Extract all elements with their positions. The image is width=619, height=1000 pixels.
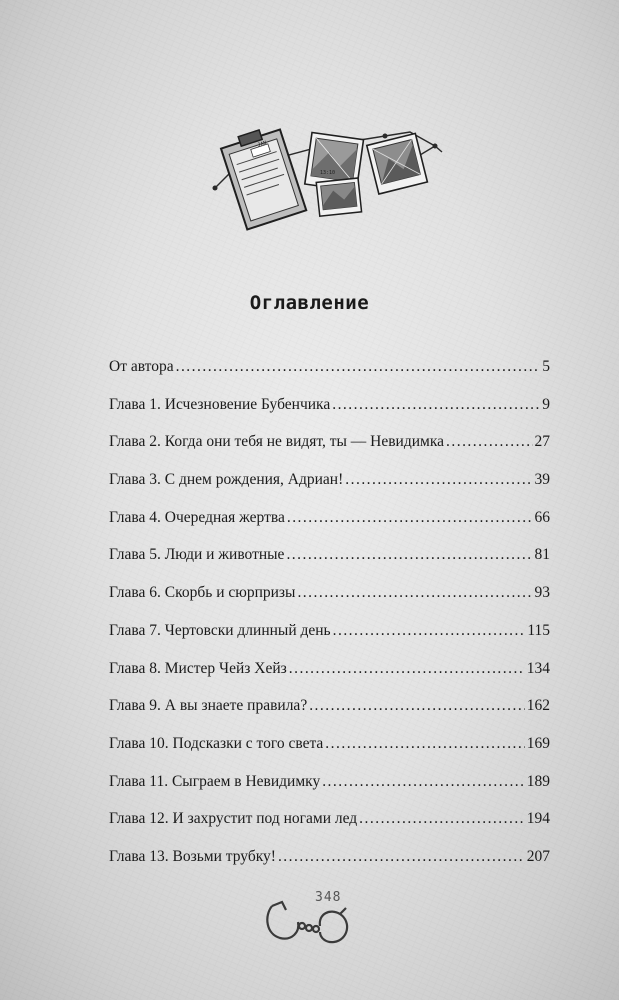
- toc-leader-dots: [325, 735, 524, 753]
- toc-entry: [109, 773, 550, 811]
- toc-entry: [109, 810, 550, 848]
- toc-leader-dots: [289, 660, 525, 678]
- toc-entry-label: Глава 7. Чертовски длинный день: [109, 621, 331, 639]
- toc-leader-dots: [333, 622, 526, 640]
- toc-entry: [109, 396, 550, 434]
- toc-leader-dots: [309, 697, 525, 715]
- page-number: 348: [315, 890, 342, 905]
- toc-entry-label: Глава 8. Мистер Чейз Хейз: [109, 659, 287, 677]
- toc-leader-dots: [286, 546, 532, 564]
- toc-entry-page: 27: [534, 433, 550, 451]
- toc-leader-dots: [359, 810, 525, 828]
- toc-entry-label: Глава 11. Сыграем в Невидимку: [109, 772, 321, 790]
- toc-leader-dots: [297, 584, 532, 602]
- page-title: Оглавление: [249, 292, 370, 314]
- toc-entry-page: 162: [526, 697, 550, 715]
- toc-leader-dots: [322, 773, 525, 791]
- toc-entry: [109, 735, 550, 773]
- toc-entry: [109, 584, 550, 622]
- toc-entry: [109, 546, 550, 584]
- toc-entry: [109, 433, 550, 471]
- toc-entry: [109, 358, 550, 396]
- toc-leader-dots: [176, 358, 541, 376]
- toc-entry: [109, 660, 550, 698]
- toc-entry-page: 115: [527, 621, 550, 639]
- toc-entry-page: 134: [526, 659, 550, 677]
- toc-entry-page: 5: [542, 358, 550, 375]
- toc-entry: [109, 622, 550, 660]
- toc-leader-dots: [332, 396, 540, 414]
- toc-leader-dots: [345, 471, 532, 489]
- toc-leader-dots: [278, 848, 525, 866]
- toc-entry-page: 194: [526, 810, 550, 828]
- toc-entry-label: Глава 2. Когда они тебя не видят, ты — Невидимка: [109, 433, 445, 451]
- toc-entry-label: Глава 12. И захрустит под ногами лед: [109, 810, 358, 828]
- toc-entry-label: Глава 6. Скорбь и сюрпризы: [109, 584, 296, 602]
- toc-entry-label: Глава 3. С днем рождения, Адриан!: [109, 471, 344, 489]
- toc-entry-page: 66: [534, 508, 550, 526]
- table-of-contents: [109, 358, 550, 886]
- toc-entry: [109, 848, 550, 886]
- toc-entry-page: 93: [534, 584, 550, 602]
- toc-entry-label: От автора: [109, 358, 174, 375]
- toc-entry-label: Глава 5. Люди и животные: [109, 546, 285, 564]
- toc-entry-page: 9: [542, 395, 550, 413]
- toc-entry-page: 189: [526, 772, 550, 790]
- toc-leader-dots: [287, 509, 533, 527]
- toc-entry-label: Глава 10. Подсказки с того света: [109, 734, 324, 752]
- toc-entry-page: 81: [534, 546, 550, 564]
- toc-entry-page: 207: [526, 847, 550, 865]
- toc-entry-page: 39: [534, 471, 550, 489]
- illustration-label-time: 13:10: [320, 170, 336, 176]
- toc-entry-page: 169: [526, 734, 550, 752]
- toc-entry: [109, 697, 550, 735]
- toc-entry-label: Глава 13. Возьми трубку!: [109, 847, 276, 865]
- toc-entry-label: Глава 9. А вы знаете правила?: [109, 697, 308, 715]
- toc-leader-dots: [446, 433, 532, 451]
- illustration-label-jan: JAN: [256, 140, 268, 149]
- toc-entry: [109, 471, 550, 509]
- toc-entry: [109, 509, 550, 547]
- clipboard-and-photos-illustration: [210, 118, 450, 233]
- toc-entry-label: Глава 1. Исчезновение Бубенчика: [109, 395, 331, 413]
- toc-entry-label: Глава 4. Очередная жертва: [109, 508, 285, 526]
